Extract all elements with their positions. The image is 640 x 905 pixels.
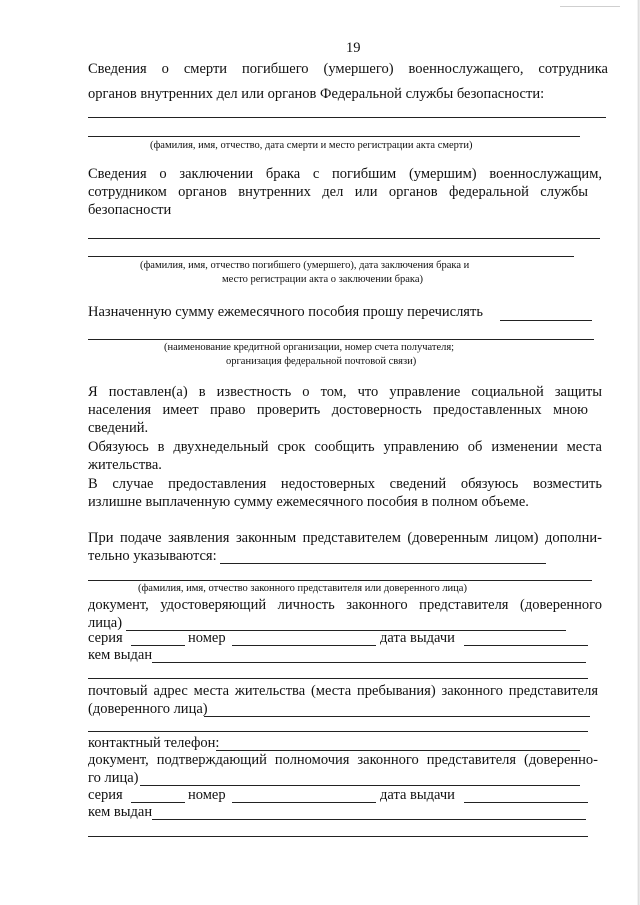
payment-caption-1: (наименование кредитной организации, номер счета получателя; bbox=[164, 342, 455, 353]
rep-auth-series-label: серия bbox=[88, 787, 123, 803]
notice-p1-line-1: Я поставлен(а) в известность о том, что управление социальной защиты bbox=[88, 384, 602, 400]
rep-phone-field[interactable] bbox=[216, 750, 580, 751]
rep-auth-issued-by-field[interactable] bbox=[152, 819, 586, 820]
marriage-info-line-2: сотрудником органов внутренних дел или органов федеральной службы bbox=[88, 184, 588, 200]
death-info-heading bbox=[88, 61, 608, 78]
rep-id-series-label: серия bbox=[88, 630, 123, 646]
notice-p2-line-2: жительства. bbox=[88, 457, 162, 473]
marriage-info-field-1[interactable] bbox=[88, 238, 600, 239]
page-number: 19 bbox=[346, 40, 361, 56]
rep-auth-number-field[interactable] bbox=[232, 802, 376, 803]
payment-bank-field[interactable] bbox=[88, 339, 594, 340]
notice-paragraph-1b bbox=[88, 402, 588, 419]
rep-id-number-field[interactable] bbox=[232, 645, 376, 646]
representative-name-caption: (фамилия, имя, отчество законного представителя или доверенного лица) bbox=[138, 583, 467, 594]
rep-auth-issue-date-field[interactable] bbox=[464, 802, 588, 803]
payment-transfer-label: Назначенную сумму ежемесячного пособия прошу перечислять bbox=[88, 304, 483, 320]
rep-id-doc-block bbox=[88, 597, 602, 614]
death-info-field-1[interactable] bbox=[88, 117, 606, 118]
representative-intro-line-2: тельно указываются: bbox=[88, 548, 217, 564]
rep-auth-series-field[interactable] bbox=[131, 802, 185, 803]
rep-authority-block bbox=[88, 752, 598, 769]
death-info-field-2[interactable] bbox=[88, 136, 580, 137]
marriage-info-field-2[interactable] bbox=[88, 256, 574, 257]
notice-p2-line-1: Обязуюсь в двухнедельный срок сообщить управлению об изменении места bbox=[88, 439, 602, 455]
rep-address-field-2[interactable] bbox=[88, 731, 588, 732]
notice-p3-line-1: В случае предоставления недостоверных сведений обязуюсь возместить bbox=[88, 476, 602, 492]
notice-paragraph-2 bbox=[88, 439, 602, 456]
marriage-info-heading bbox=[88, 166, 602, 183]
payment-caption-2: организация федеральной почтовой связи) bbox=[226, 356, 417, 367]
payment-transfer-field[interactable] bbox=[500, 320, 592, 321]
marriage-info-caption-1: (фамилия, имя, отчество погибшего (умершего), дата заключения брака и bbox=[140, 260, 470, 271]
rep-id-doc-line-2: лица) bbox=[88, 615, 123, 631]
death-info-caption: (фамилия, имя, отчество, дата смерти и место регистрации акта смерти) bbox=[150, 140, 473, 151]
marriage-info-line-1: Сведения о заключении брака с погибшим (умершим) военнослужащим, bbox=[88, 166, 602, 182]
rep-id-issued-by-label: кем выдан bbox=[88, 647, 153, 663]
rep-phone-label: контактный телефон: bbox=[88, 735, 220, 751]
rep-id-issue-date-field[interactable] bbox=[464, 645, 588, 646]
rep-id-number-label: номер bbox=[188, 630, 226, 646]
marriage-info-caption-2: место регистрации акта о заключении брака) bbox=[222, 274, 424, 285]
rep-auth-number-label: номер bbox=[188, 787, 226, 803]
rep-address-line-2: (доверенного лица) bbox=[88, 701, 208, 717]
rep-address-field[interactable] bbox=[204, 716, 590, 717]
rep-authority-field[interactable] bbox=[140, 785, 580, 786]
representative-intro bbox=[88, 530, 602, 547]
notice-p3-line-2: излишне выплаченную сумму ежемесячного пособия в полном объеме. bbox=[88, 494, 529, 510]
rep-address-block bbox=[88, 683, 598, 700]
rep-id-issued-by-field-2[interactable] bbox=[88, 678, 588, 679]
rep-id-issued-by-field[interactable] bbox=[152, 662, 586, 663]
representative-name-field[interactable] bbox=[88, 580, 592, 581]
death-info-line-1: Сведения о смерти погибшего (умершего) военнослужащего, сотрудника bbox=[88, 61, 608, 77]
rep-auth-issue-date-label: дата выдачи bbox=[380, 787, 455, 803]
rep-authority-line-2: го лица) bbox=[88, 770, 139, 786]
rep-auth-issued-by-label: кем выдан bbox=[88, 804, 153, 820]
representative-intro-line-1: При подаче заявления законным представителем (доверенным лицом) дополни- bbox=[88, 530, 602, 546]
rep-address-line-1: почтовый адрес места жительства (места пребывания) законного представителя bbox=[88, 683, 598, 699]
death-info-line-2: органов внутренних дел или органов Федеральной службы безопасности: bbox=[88, 86, 545, 102]
marriage-info-block bbox=[88, 184, 588, 201]
rep-auth-issued-by-field-2[interactable] bbox=[88, 836, 588, 837]
rep-authority-line-1: документ, подтверждающий полномочия законного представителя (доверенно- bbox=[88, 752, 598, 768]
notice-paragraph-3 bbox=[88, 476, 602, 493]
marriage-info-line-3: безопасности bbox=[88, 202, 172, 218]
rep-id-doc-line-1: документ, удостоверяющий личность законного представителя (доверенного bbox=[88, 597, 602, 613]
notice-paragraph-1 bbox=[88, 384, 602, 401]
rep-id-series-field[interactable] bbox=[131, 645, 185, 646]
rep-id-issue-date-label: дата выдачи bbox=[380, 630, 455, 646]
notice-p1-line-3: сведений. bbox=[88, 420, 149, 436]
representative-intro-field[interactable] bbox=[220, 563, 546, 564]
notice-p1-line-2: населения имеет право проверить достоверность предоставленных мною bbox=[88, 402, 588, 418]
scan-artifact-top bbox=[560, 6, 620, 7]
